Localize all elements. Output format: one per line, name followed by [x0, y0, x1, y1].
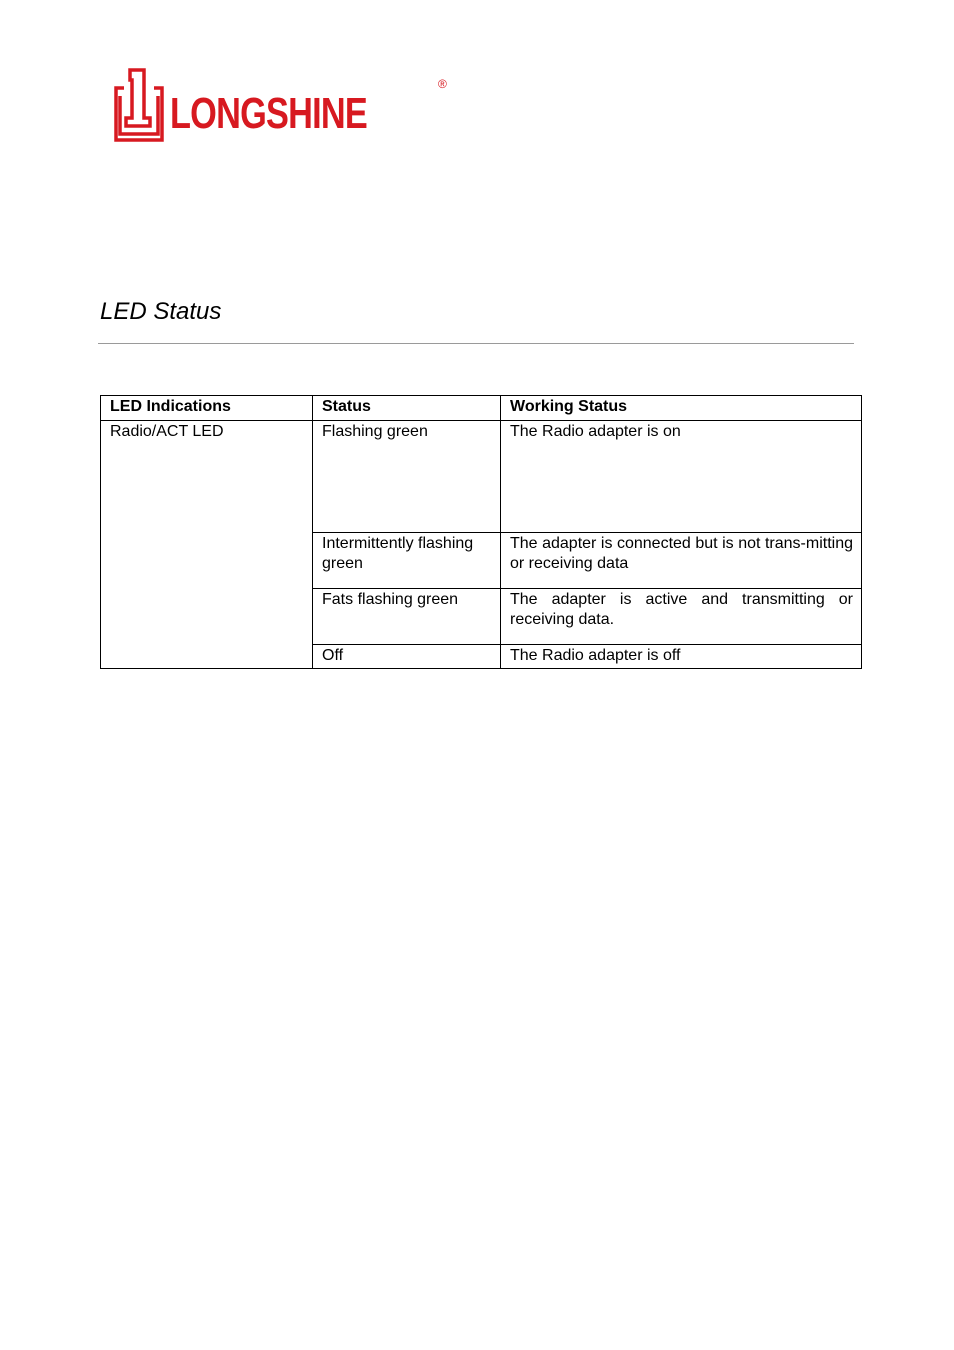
- logo-wordmark: LONGSHINE: [170, 89, 368, 138]
- table-header-row: [101, 396, 862, 421]
- working-status-cell: The Radio adapter is on: [501, 421, 862, 533]
- header-status: Status: [313, 396, 501, 421]
- header-working-status: Working Status: [501, 396, 862, 421]
- section-divider: [98, 343, 854, 344]
- longshine-emblem-icon: [110, 66, 166, 146]
- registered-mark: ®: [438, 77, 447, 91]
- working-status-cell: The adapter is connected but is not trans-mitting or receiving data: [501, 533, 862, 589]
- section-title: LED Status: [100, 298, 222, 325]
- status-cell: Fats flashing green: [313, 589, 501, 645]
- header-led-indications: LED Indications: [101, 396, 313, 421]
- status-cell: Off: [313, 645, 501, 669]
- led-status-table: [100, 395, 862, 669]
- working-status-cell: The Radio adapter is off: [501, 645, 862, 669]
- led-name-cell: Radio/ACT LED: [101, 421, 313, 669]
- status-cell: Intermittently flashing green: [313, 533, 501, 589]
- working-status-cell: The adapter is active and transmitting or receiving data.: [501, 589, 862, 645]
- longshine-logo: [110, 66, 455, 146]
- status-cell: Flashing green: [313, 421, 501, 533]
- table-row: [101, 421, 862, 533]
